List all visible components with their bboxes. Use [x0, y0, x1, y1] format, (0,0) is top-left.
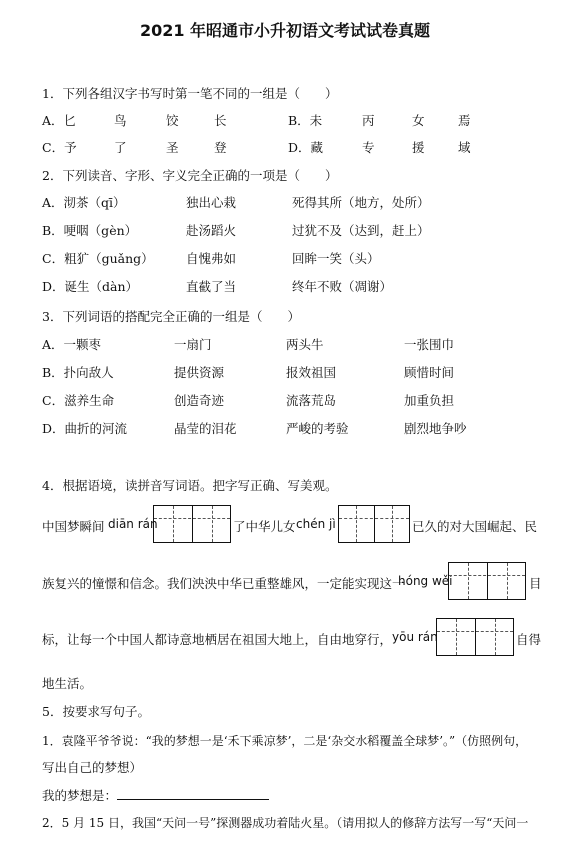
q4-writing-box-4[interactable]: [436, 618, 514, 656]
q1-a-1: A．匕: [42, 113, 77, 128]
q1-row-ab: [42, 111, 542, 129]
q4-text-1a: 中国梦瞬间: [42, 519, 105, 534]
q4-pinyin-2: chén jì: [296, 517, 336, 531]
q5-sentence-1b: 写出自己的梦想）: [42, 760, 143, 775]
q2-a-1: A．沏茶（qī）: [42, 195, 126, 210]
q4-text-1c: 已久的对大国崛起、民: [412, 519, 538, 534]
q1-a-4: 长: [214, 113, 227, 128]
q5-sentence-1a: 1．袁隆平爷爷说：“我的梦想一是‘禾下乘凉梦’，二是‘杂交水稻覆盖全球梦’。”（仿照例句，: [42, 734, 528, 748]
q3-a-2: 一扇门: [174, 337, 212, 352]
q1-c-1: C．予: [42, 140, 77, 155]
q5-stem: 5．按要求写句子。: [42, 704, 150, 719]
q1-d-3: 援: [412, 140, 425, 155]
q1-b-2: 丙: [362, 113, 375, 128]
q1-row-cd: [42, 138, 542, 156]
q1-c-2: 了: [114, 140, 127, 155]
q1-a-2: 鸟: [114, 113, 127, 128]
q3-d-4: 剧烈地争吵: [404, 421, 467, 436]
q4-text-2b: 目: [529, 576, 542, 591]
q1-b-1: B．未: [288, 113, 323, 128]
q4-pinyin-1: diān rán: [108, 517, 158, 531]
q4-text-1b: 了中华儿女: [233, 519, 296, 534]
q2-b-3: 过犹不及（达到，赶上）: [292, 223, 430, 238]
q3-option-d: [42, 419, 542, 437]
q1-b-3: 女: [412, 113, 425, 128]
q3-c-3: 流落荒岛: [286, 393, 337, 408]
q3-option-b: [42, 363, 542, 381]
q1-d-1: D．藏: [288, 140, 324, 155]
q3-c-1: C．滋养生命: [42, 393, 115, 408]
q2-stem: 2．下列读音、字形、字义完全正确的一项是（ ）: [42, 168, 338, 183]
q2-d-1: D．诞生（dàn）: [42, 279, 139, 294]
q5-dream-line: [42, 786, 269, 804]
q2-b-1: B．哽咽（gèn）: [42, 223, 138, 238]
q4-stem: 4．根据语境，读拼音写词语。把字写正确、写美观。: [42, 478, 338, 493]
q4-text-3a: 标，让每一个中国人都诗意地栖居在祖国大地上，自由地穿行，: [42, 632, 393, 647]
q3-b-1: B．扑向敌人: [42, 365, 114, 380]
q3-c-2: 创造奇迹: [174, 393, 225, 408]
q4-writing-box-2[interactable]: [338, 505, 410, 543]
q4-line-1: [42, 505, 542, 545]
page-title: 2021 年昭通市小升初语文考试试卷真题: [139, 21, 431, 40]
q1-b-4: 焉: [458, 113, 471, 128]
q3-d-3: 严峻的考验: [286, 421, 349, 436]
q4-text-2a: 族复兴的憧憬和信念。我们泱泱中华已重整雄风，一定能实现这一: [42, 576, 405, 591]
q4-pinyin-4: yōu rán: [392, 630, 438, 644]
q3-d-2: 晶莹的泪花: [174, 421, 237, 436]
q3-a-3: 两头牛: [286, 337, 324, 352]
q5-sentence-2: 2．5 月 15 日，我国“天问一号”探测器成功着陆火星。（请用拟人的修辞方法写一写“天问一: [42, 816, 529, 830]
q2-option-b: [42, 221, 542, 239]
q1-stem: 1．下列各组汉字书写时第一笔不同的一组是（ ）: [42, 86, 338, 101]
q4-text-4: 地生活。: [42, 676, 93, 691]
q2-d-2: 直截了当: [186, 279, 237, 294]
q4-line-2: [42, 562, 542, 602]
q3-b-3: 报效祖国: [286, 365, 337, 380]
q2-a-2: 独出心栽: [186, 195, 237, 210]
q2-c-3: 回眸一笑（头）: [292, 251, 380, 266]
q3-a-4: 一张围巾: [404, 337, 455, 352]
q3-c-4: 加重负担: [404, 393, 455, 408]
q5-dream-answer-blank[interactable]: [117, 787, 269, 800]
q1-d-2: 专: [362, 140, 375, 155]
q3-b-4: 顾惜时间: [404, 365, 455, 380]
q3-option-c: [42, 391, 542, 409]
q4-line-3: [42, 618, 542, 658]
q1-c-4: 登: [214, 140, 227, 155]
q1-d-4: 域: [458, 140, 471, 155]
q4-pinyin-3: hóng wěi: [398, 574, 453, 588]
q1-c-3: 圣: [166, 140, 179, 155]
q5-dream-label: 我的梦想是：: [42, 788, 118, 803]
q2-option-d: [42, 277, 542, 295]
q2-a-3: 死得其所（地方，处所）: [292, 195, 430, 210]
q2-option-c: [42, 249, 542, 267]
q4-writing-box-1[interactable]: [153, 505, 231, 543]
q4-text-3b: 自得: [516, 632, 542, 647]
q2-b-2: 赴汤蹈火: [186, 223, 237, 238]
q2-d-3: 终年不败（凋谢）: [292, 279, 393, 294]
q1-a-3: 饺: [166, 113, 179, 128]
q3-a-1: A．一颗枣: [42, 337, 102, 352]
q3-option-a: [42, 335, 542, 353]
q3-d-1: D．曲折的河流: [42, 421, 128, 436]
q2-c-1: C．粗犷（guǎng）: [42, 251, 154, 266]
q3-stem: 3．下列词语的搭配完全正确的一组是（ ）: [42, 309, 300, 324]
q3-b-2: 提供资源: [174, 365, 225, 380]
q2-c-2: 自愧弗如: [186, 251, 237, 266]
q4-writing-box-3[interactable]: [448, 562, 526, 600]
q2-option-a: [42, 193, 542, 211]
